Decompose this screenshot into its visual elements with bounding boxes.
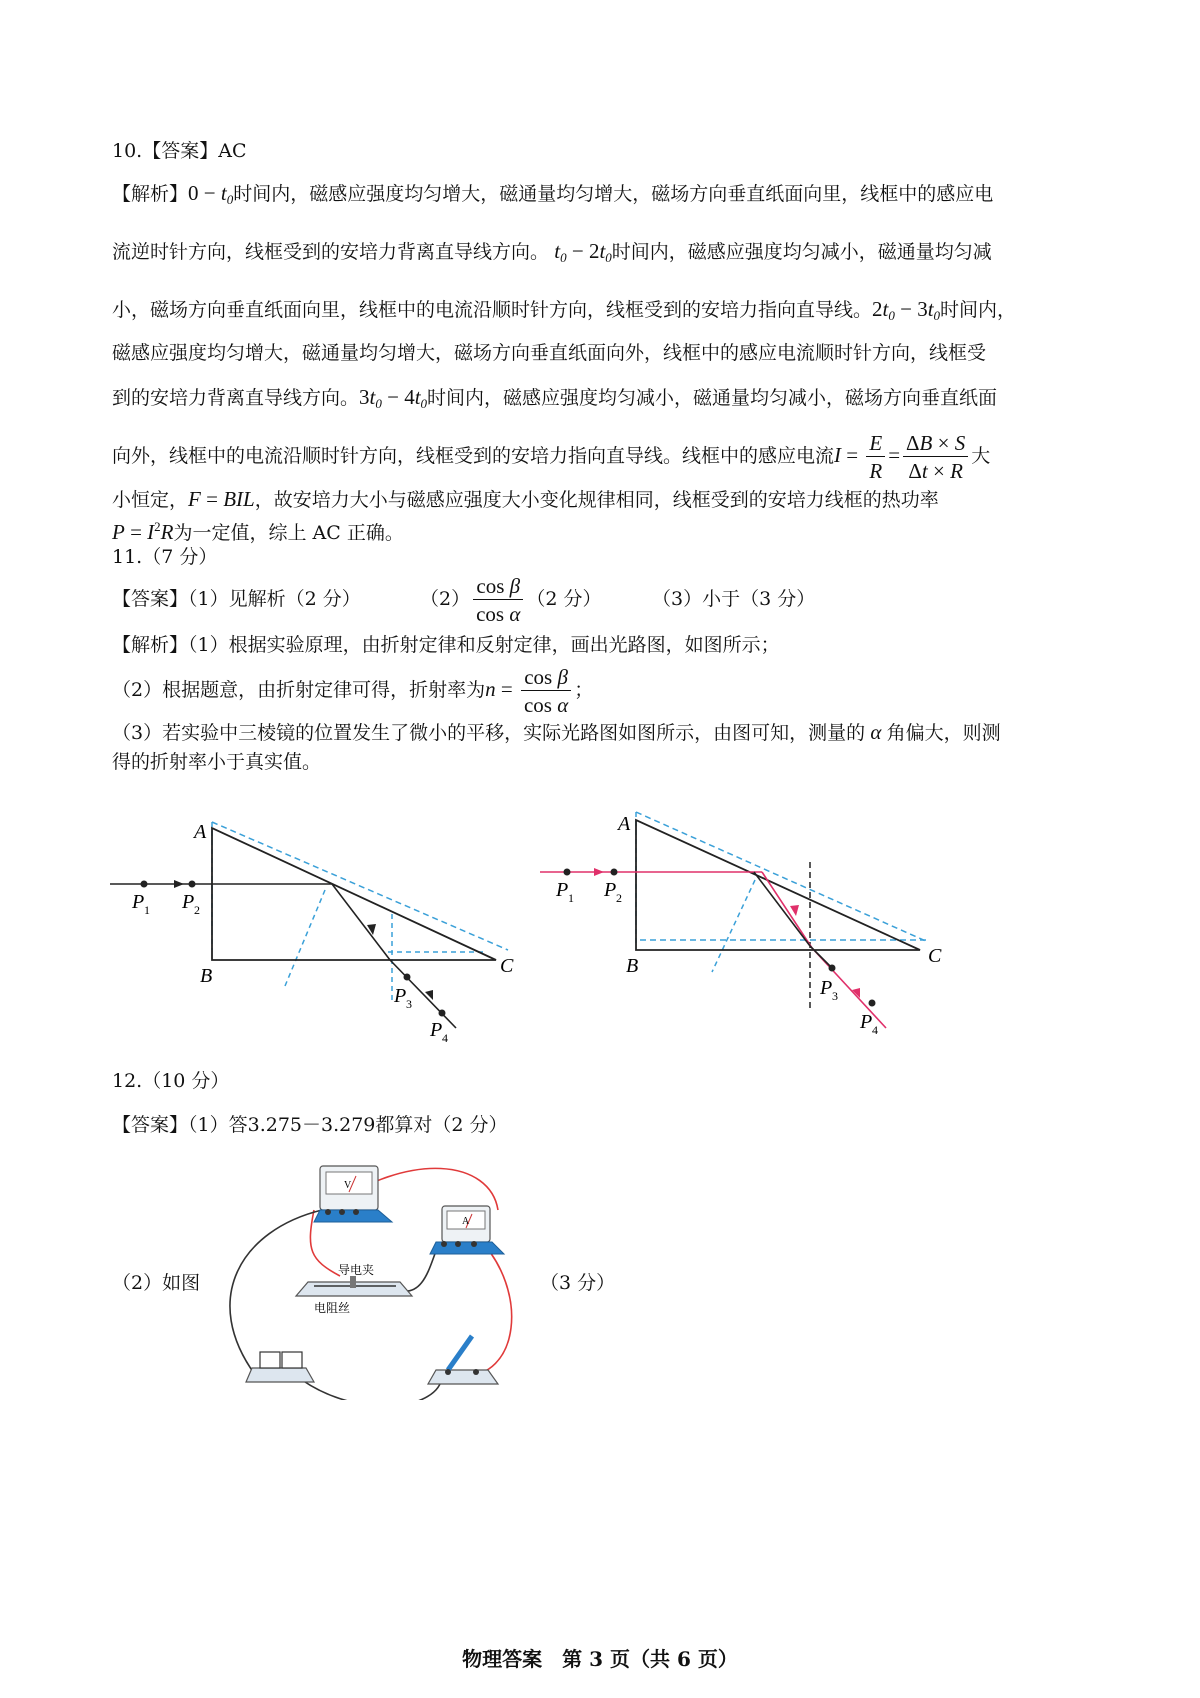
q11-jiexi-label: 【解析】 [112,634,189,656]
prism-figure-left [100,810,520,1050]
q12-answer-1 [112,1112,508,1138]
q10-text-8b: 为一定值，综上 AC 正确。 [173,522,404,544]
q11-answer-2-score: （2 分） [526,588,602,610]
label-a: A [618,813,631,835]
q10-math-3t0-4t0: $3t_0 - 4t_0$ [359,385,428,411]
q10-text-5b: 时间内，磁感应强度均匀减小，磁通量均匀减小，磁场方向垂直纸面 [427,387,998,409]
wire-red [460,1238,512,1376]
q10-line-6: 向外，线框中的电流沿顺时针方向，线框受到的安培力指向直导线。线框中的感应电流I = $\frac{E}{R}$ = $\frac{\Delta B \times S}{\Delta t \times R}$ 大 [112,430,991,483]
q11-answer-label: 【答案】 [112,588,189,610]
arrow-head [174,880,184,888]
label-p2: P [182,891,195,913]
q11-explain-3-text: （3）若实验中三棱镜的位置发生了微小的平移，实际光路图如图所示，由图可知，测量的 [112,722,866,744]
q11-answer-3: （3）小于（3 分） [652,588,816,610]
label-a: A [194,821,207,843]
label-p1: P [556,879,569,901]
q10-text-2a: 流逆时针方向，线框受到的安培力背离直导线方向。 [112,241,550,263]
wire-black [302,1376,442,1400]
circuit-figure [210,1150,540,1400]
label-p3: P [394,985,407,1007]
label-p2: P [604,879,617,901]
q10-line-3 [112,296,1016,329]
q10-math-p-i2r: $P = I^2R$ [112,519,174,544]
label-p4: P [860,1011,873,1033]
voltmeter [314,1166,392,1222]
prism-triangle [636,820,920,950]
voltmeter-label: V [344,1180,352,1191]
dashed-normal-ac [712,880,755,972]
wire-label: 电阻丝 [314,1301,351,1315]
q10-text-3b: 时间内， [940,299,1017,321]
q11-explain-2-end: ； [574,679,594,701]
dashed-normal-ac [285,890,325,986]
label-p4-sub: 4 [442,1031,448,1045]
q10-line-5 [112,384,997,417]
q10-line-7 [112,486,939,513]
q11-explain-1-text: （1）根据实验原理，由折射定律和反射定律，画出光路图，如图所示； [188,634,780,656]
q10-text-5a: 到的安培力背离直导线方向。 [112,387,360,409]
label-p4-sub: 4 [872,1023,878,1037]
q10-text-7a: 小恒定， [112,489,189,511]
label-c: C [500,955,514,977]
clip-label: 导电夹 [338,1263,375,1277]
q11-frac-n: $\frac{\text{cos β}}{\text{cos α}}$ [521,664,571,719]
battery [246,1352,314,1382]
label-p1-sub: 1 [568,891,574,905]
q10-text-3a: 小，磁场方向垂直纸面向里，线框中的电流沿顺时针方向，线框受到的安培力指向直导线。 [112,299,873,321]
q10-math-t0-2t0: $t_0 - 2t_0$ [549,239,612,265]
page-footer: 物理答案 第 3 页（共 6 页） [462,1647,738,1671]
q11-explain-3-end: 角偏大，则测 [886,722,1001,744]
dashed-hypotenuse [636,812,928,942]
switch [428,1336,498,1384]
label-p3-sub: 3 [406,997,412,1011]
q12-answer-2-score: （3 分） [540,1272,616,1294]
pin-p1 [141,881,148,888]
q11-answer-1: （1）见解析（2 分） [188,588,361,610]
q10-line-1 [112,180,993,213]
q11-explain-4: 得的折射率小于真实值。 [112,751,322,773]
q12-answer-label: 【答案】 [112,1114,189,1136]
pin-p3 [829,965,836,972]
dashed-hypotenuse [212,822,508,950]
q11-answer-2 [420,572,602,628]
q11-explain-2-text: （2）根据题意，由折射定律可得，折射率为 [112,679,486,701]
label-p2-sub: 2 [616,891,622,905]
q12-header: 12.（10 分） [112,1070,230,1092]
q10-jiexi-label: 【解析】 [112,183,189,205]
q10-text-1: 时间内，磁感应强度均匀增大，磁通量均匀增大，磁场方向垂直纸面向里，线框中的感应电 [233,183,994,205]
prism-triangle [212,828,496,960]
prism-figure-right [540,800,970,1040]
q10-line-2 [112,238,992,271]
pin-p3 [404,974,411,981]
arrow-head [425,990,433,1000]
q10-text-6a: 向外，线框中的电流沿顺时针方向，线框受到的安培力指向直导线。线框中的感应电流 [112,445,835,467]
q12-answer-2: （2）如图 [112,1272,201,1294]
label-p1: P [132,891,145,913]
pin-p4 [869,1000,876,1007]
q11-answer-2-prefix: （2） [420,588,471,610]
q10-math-f-bil: F = BIL [188,487,255,511]
q10-line-8 [112,514,404,546]
q11-math-alpha: α [865,720,887,744]
arrow-head [790,905,799,916]
q10-text-6b: 大 [971,445,991,467]
label-p3-sub: 3 [832,989,838,1003]
q11-header: 11.（7 分） [112,546,218,568]
q10-math-0-t0: $0 - t_0$ [188,181,234,207]
pin-p2 [611,869,618,876]
q10-math-current: I = [834,443,864,467]
q10-header: 10.【答案】AC [112,140,247,162]
label-p3: P [820,977,833,999]
q10-text-2b: 时间内，磁感应强度均匀减小，磁通量均匀减 [611,241,992,263]
q10-line-4: 磁感应强度均匀增大，磁通量均匀增大，磁场方向垂直纸面向外，线框中的感应电流顺时针方向，线框受 [112,342,987,364]
label-c: C [928,945,942,967]
arrow-head [594,868,604,876]
label-b: B [200,965,213,987]
q11-answer-line [112,572,361,626]
q10-text-7b: ，故安培力大小与磁感应强度大小变化规律相同，线框受到的安培力线框的热功率 [254,489,939,511]
q11-explain-3 [112,719,1001,746]
refracted-ray [754,872,810,946]
q12-answer-1-text: （1）答3.275－3.279都算对（2 分） [188,1114,508,1136]
ammeter [430,1206,504,1254]
label-p1-sub: 1 [144,903,150,917]
q10-frac-db-s: $\frac{\Delta B \times S}{\Delta t \times R}$ [903,430,968,485]
label-p4: P [430,1019,443,1041]
pin-p1 [564,869,571,876]
label-p2-sub: 2 [194,903,200,917]
pin-p4 [439,1010,446,1017]
q10-frac-e-over-r: $\frac{E}{R}$ [866,430,885,485]
arrow-head [367,924,376,935]
refracted-ray-red [762,872,812,948]
label-b: B [626,955,639,977]
resistance-wire-board [296,1262,412,1315]
q11-explain-1 [112,632,780,658]
q11-frac-cos: $\frac{\text{cos β}}{\text{cos α}}$ [473,573,523,628]
q11-math-n: n = [485,677,518,701]
ammeter-label: A [462,1216,470,1227]
q10-math-2t0-3t0: $2t_0 - 3t_0$ [872,297,941,323]
pin-p2 [189,881,196,888]
q11-explain-2 [112,662,593,719]
